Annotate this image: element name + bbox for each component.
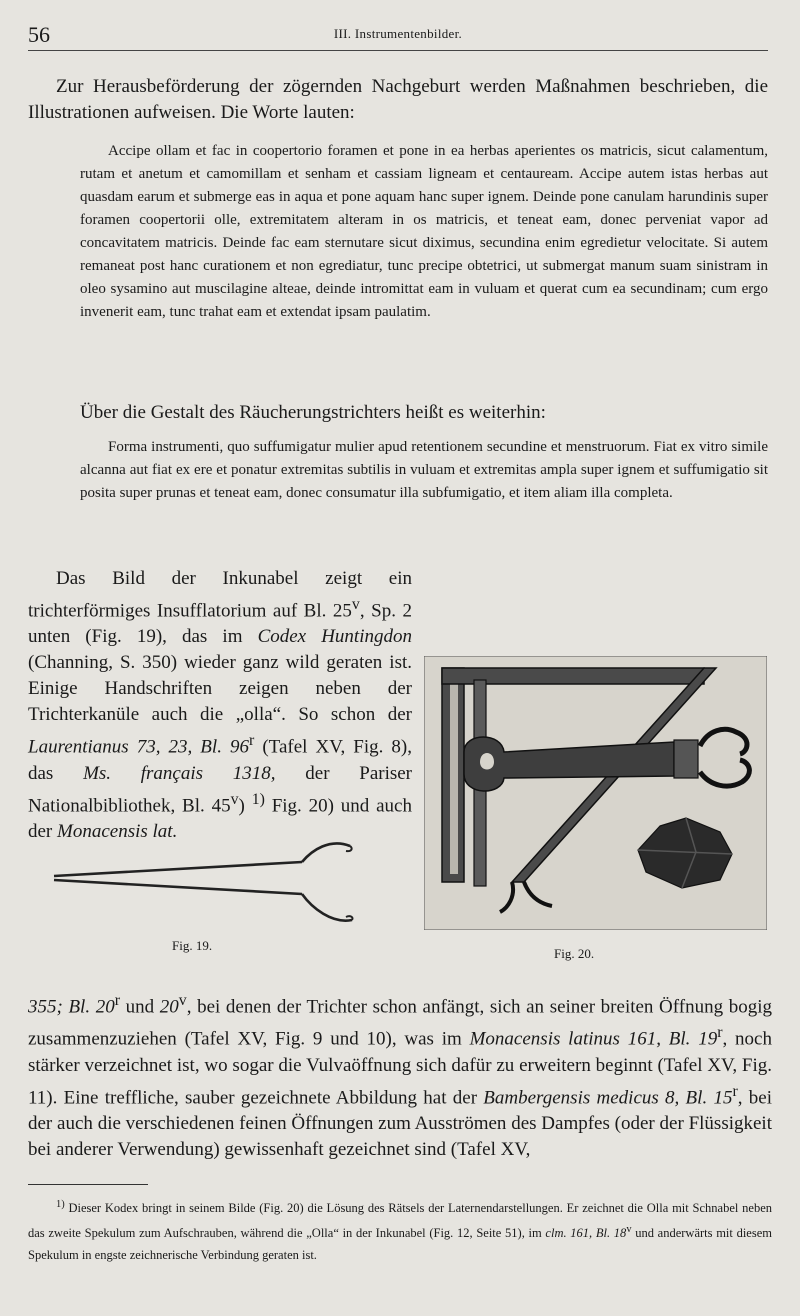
figure-19-funnel-drawing <box>50 832 360 942</box>
figure-20-caption: Fig. 20. <box>554 946 595 961</box>
footnote: $^{1)}$ Dieser Kodex bringt in seinem Bilde (Fig. 20) die Lösung des Rätsels der Laternendarstellungen. Er zeichnet die Olla mit Schnabel neben das zweite Spekulum zum Aufschrauben, während die „Olla“ in der Inkunabel (Fig. 12, Seite 51), im clm. 161, Bl. 18$^v$ und anderwärts mit diesem Spekulum in engste zeichnerische Verbindung geraten ist. <box>28 1199 772 1263</box>
footnote-mark: 1) <box>56 1199 65 1210</box>
main-paragraph-2: 355; Bl. 20$^r$ und 20$^v$, bei denen der Trichter schon anfängt, sich an seiner breiten Öffnung bogig zusammenzuziehen (Tafel XV, Fig. 9 und 10), was im Monacensis latinus 161, Bl. 19$^r$, noch stärker verzeichnet ist, wo sogar die Vulvaöffnung sich dafür zu erweitern beginnt (Tafel XV, Fig. 11). Eine treffliche, sauber gezeichnete Abbildung hat der Bambergensis medicus 8, Bl. 15$^r$, bei der auch die verschiedenen feinen Öffnungen zum Ausströmen des Dampfes (oder der Flüssigkeit bei anderer Verwendung) gewissenhaft gezeichnet sind (Tafel XV, <box>28 992 773 1160</box>
running-title: III. Instrumentenbilder. <box>333 26 463 41</box>
running-head <box>28 20 768 51</box>
footnote-divider <box>28 1184 148 1185</box>
footnote-reference[interactable]: 1) <box>251 790 265 808</box>
main-paragraph-1: Das Bild der Inkunabel zeigt ein trichterförmiges Insufflatorium auf Bl. 25$^v$, Sp. 2 unten (Fig. 19), das im Codex Huntingdon (Channing, S. 350) wieder ganz wild geraten ist. Einige Handschriften zeigen neben der Trichterkanüle auch die „olla“. So schon der Laurentianus 73, 23, Bl. 96$^r$ (Tafel XV, Fig. 8), das Ms. français 1318, der Pariser Nationalbibliothek, Bl. 45$^v$) $^{1)}$ Fig. 20) und auch der Monacensis lat. <box>28 566 772 845</box>
figure-20-manuscript-image <box>424 656 767 930</box>
figure-19-caption: Fig. 19. <box>172 938 213 953</box>
latin-quote-1: Accipe ollam et fac in coopertorio foramen et pone in ea herbas aperientes os matricis, sicut calamentum, rutam et anetum et camomillam et senham et cassiam ligneam et centauream. Accipe autem istas herbas aut quasdam earum et submerge eas in aqua et pone aquam hanc super ignem. Deinde pone canulam harundinis super foramen coopertorii olle, extremitatem alteram in os matricis, et teneat eam, donec perveniat vapor ad concavitatem matricis. Deinde fac eam sternutare sicut diximus, secundina enim egredietur velocitate. Si autem remaneat post hanc curationem et non egrediatur, tunc precipe obtetrici, ut submergat manum suam sinistram in oleo sysamino aut muscilagine alteae, deinde intromittat eam in vuluam et querat cum ea secundinam; cum ergo invenerit eam, tunc trahat eam et extendat ipsam paulatim. <box>80 143 768 320</box>
latin-quote-2: Forma instrumenti, quo suffumigatur mulier apud retentionem secundine et menstruorum. Fiat ex vitro simile alcanna aut fiat ex ere et ponatur extremitas subtilis in vuluam et extremitas ampla super ignem et suffumigatio sit posita super prunas et teneat eam, donec consumatur illa subfumigatio, et item aliam illa completa. <box>80 439 768 501</box>
page-number: 56 <box>28 22 50 47</box>
transition-paragraph: Über die Gestalt des Räucherungstrichters heißt es weiterhin: <box>80 402 546 423</box>
intro-paragraph: Zur Herausbeförderung der zögernden Nachgeburt werden Maßnahmen beschrieben, die Illustrationen aufweisen. Die Worte lauten: <box>28 76 768 123</box>
